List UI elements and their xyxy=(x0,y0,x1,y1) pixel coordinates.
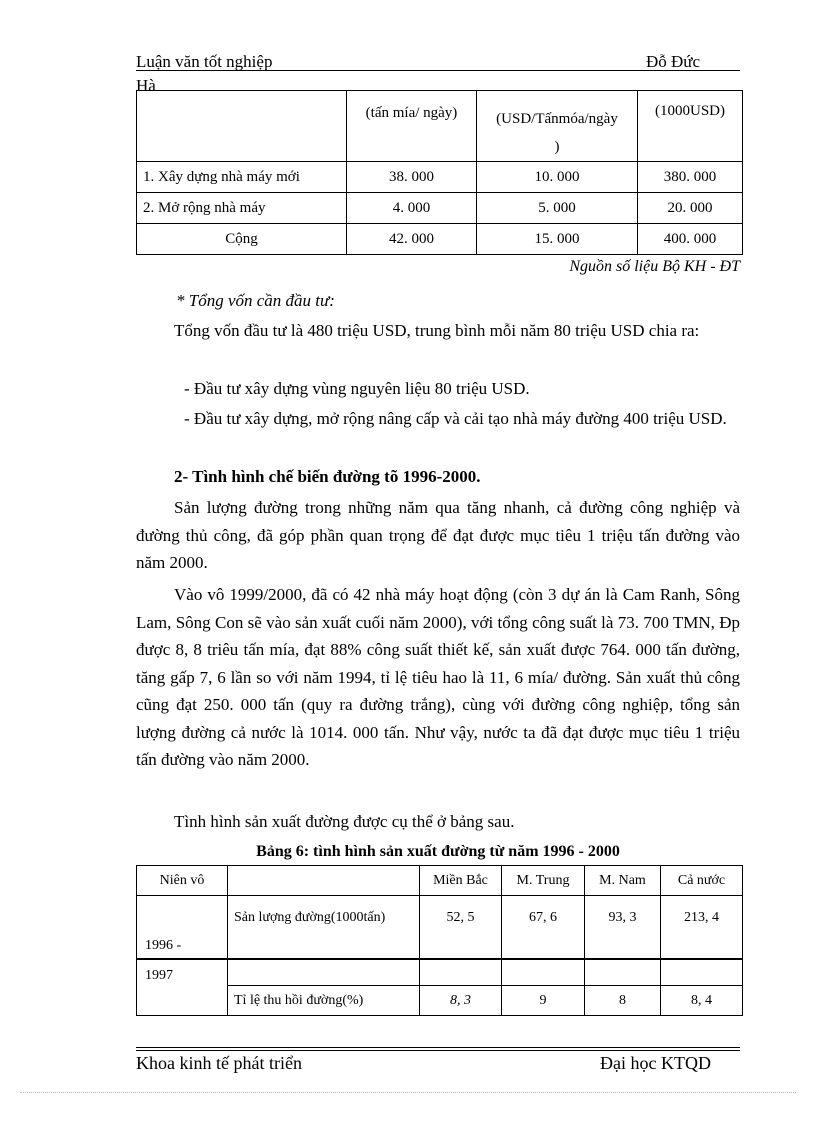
cell-value: 15. 000 xyxy=(477,224,638,255)
table-row xyxy=(137,162,743,193)
header-cell-central: M. Trung xyxy=(502,866,585,896)
table-row-total xyxy=(137,224,743,255)
header-cell-unit-cost-line1: (USD/Tấnmóa/ngày xyxy=(496,111,618,127)
page-boundary xyxy=(20,1092,796,1093)
row-label: 2. Mở rộng nhà máy xyxy=(137,193,347,224)
cell-value: 9 xyxy=(502,986,585,1016)
period-cell: 1997 xyxy=(137,959,228,1016)
paragraph-investment: Tổng vốn đầu tư là 480 triệu USD, trung bình mỗi năm 80 triệu USD chia ra: xyxy=(174,321,700,340)
empty-cell xyxy=(502,959,585,986)
header-cell-empty xyxy=(228,866,420,896)
empty-cell xyxy=(661,959,743,986)
header-cell-south: M. Nam xyxy=(585,866,661,896)
row-label: Cộng xyxy=(137,224,347,255)
header-cell-capacity: (tấn mía/ ngày) xyxy=(347,91,477,162)
bullet-raw-material: - Đầu tư xây dựng vùng nguyên liệu 80 triệu USD. xyxy=(184,379,530,398)
header-rule xyxy=(136,70,740,71)
investment-table xyxy=(136,90,743,255)
period-cell: 1996 - xyxy=(137,896,228,959)
footer-university: Đại học KTQD xyxy=(600,1053,711,1073)
cell-value: 8 xyxy=(585,986,661,1016)
header-cell-empty xyxy=(137,91,347,162)
cell-value: 67, 6 xyxy=(502,896,585,959)
production-table xyxy=(136,865,743,1016)
header-author-continued: Hà xyxy=(136,76,156,95)
cell-value: 20. 000 xyxy=(638,193,743,224)
header-cell-national: Cả nước xyxy=(661,866,743,896)
paragraph-output: Sản lượng đường trong những năm qua tăng nhanh, cả đường công nghiệp và đường thủ công, đã góp phần quan trọng để đạt được mục tiêu 1 triệu tấn đường vào năm 2000. xyxy=(136,498,740,572)
cell-value: 38. 000 xyxy=(347,162,477,193)
empty-cell xyxy=(420,959,502,986)
header-cell-north: Miền Bắc xyxy=(420,866,502,896)
row-label: 1. Xây dựng nhà máy mới xyxy=(137,162,347,193)
row-label: Sản lượng đường(1000tấn) xyxy=(228,896,420,959)
header-author: Đỗ Đức xyxy=(646,52,701,71)
empty-cell xyxy=(585,959,661,986)
section-heading: 2- Tình hình chế biến đường tõ 1996-2000. xyxy=(174,467,481,486)
cell-value: 4. 000 xyxy=(347,193,477,224)
cell-value: 400. 000 xyxy=(638,224,743,255)
footer-rule xyxy=(136,1050,740,1051)
investment-table-header xyxy=(137,91,743,162)
paragraph-season: Vào vô 1999/2000, đã có 42 nhà máy hoạt động (còn 3 dự án là Cam Ranh, Sông Lam, Sông Con sẽ vào sản xuất cuối năm 2000), với tổng công suất là 73. 700 TMN, Đp được 8, 8 triêu tấn mía, đạt 88% công suất thiết kế, sản xuất được 764. 000 tấn đường, tăng gấp 7, 6 lần so với năm 1994, tỉ lệ tiêu hao là 11, 6 mía/ đường. Sản xuất thủ công cũng đạt 250. 000 tấn (quy ra đường trắng), cùng với đường công nghiệp, tổng sản lượng đường cả nước là 1014. 000 tấn. Như vậy, nước ta đã đạt được mục tiêu 1 triệu tấn đường vào năm 2000. xyxy=(136,585,740,769)
cell-value: 380. 000 xyxy=(638,162,743,193)
paragraph-table-intro: Tình hình sản xuất đường được cụ thể ở bảng sau. xyxy=(174,812,515,831)
header-cell-unit-cost-line2: ) xyxy=(554,139,560,155)
cell-value: 52, 5 xyxy=(420,896,502,959)
source-note: Nguồn số liệu Bộ KH - ĐT xyxy=(569,258,740,275)
header-cell-unit-cost xyxy=(477,91,638,162)
table-caption: Bảng 6: tình hình sản xuất đường từ năm 1996 - 2000 xyxy=(256,843,620,860)
footer-faculty: Khoa kinh tế phát triển xyxy=(136,1053,302,1073)
cell-value: 213, 4 xyxy=(661,896,743,959)
investment-heading: * Tổng vốn cần đầu tư: xyxy=(176,291,335,310)
header-cell-season: Niên vô xyxy=(137,866,228,896)
cell-value: 5. 000 xyxy=(477,193,638,224)
table-row xyxy=(137,193,743,224)
footer-rule xyxy=(136,1047,740,1048)
production-table-header xyxy=(137,866,743,896)
header-cell-capital: (1000USD) xyxy=(638,91,743,162)
cell-value: 42. 000 xyxy=(347,224,477,255)
cell-value: 8, 4 xyxy=(661,986,743,1016)
table-row xyxy=(137,986,743,1016)
header-title: Luận văn tốt nghiệp xyxy=(136,52,273,71)
cell-value: 8, 3 xyxy=(420,986,502,1016)
empty-cell xyxy=(228,959,420,986)
cell-value: 93, 3 xyxy=(585,896,661,959)
cell-value: 10. 000 xyxy=(477,162,638,193)
table-row xyxy=(137,959,743,986)
bullet-factory: - Đầu tư xây dựng, mở rộng nâng cấp và cải tạo nhà máy đường 400 triệu USD. xyxy=(184,409,727,428)
row-label: Tỉ lệ thu hồi đường(%) xyxy=(228,986,420,1016)
table-row xyxy=(137,896,743,959)
